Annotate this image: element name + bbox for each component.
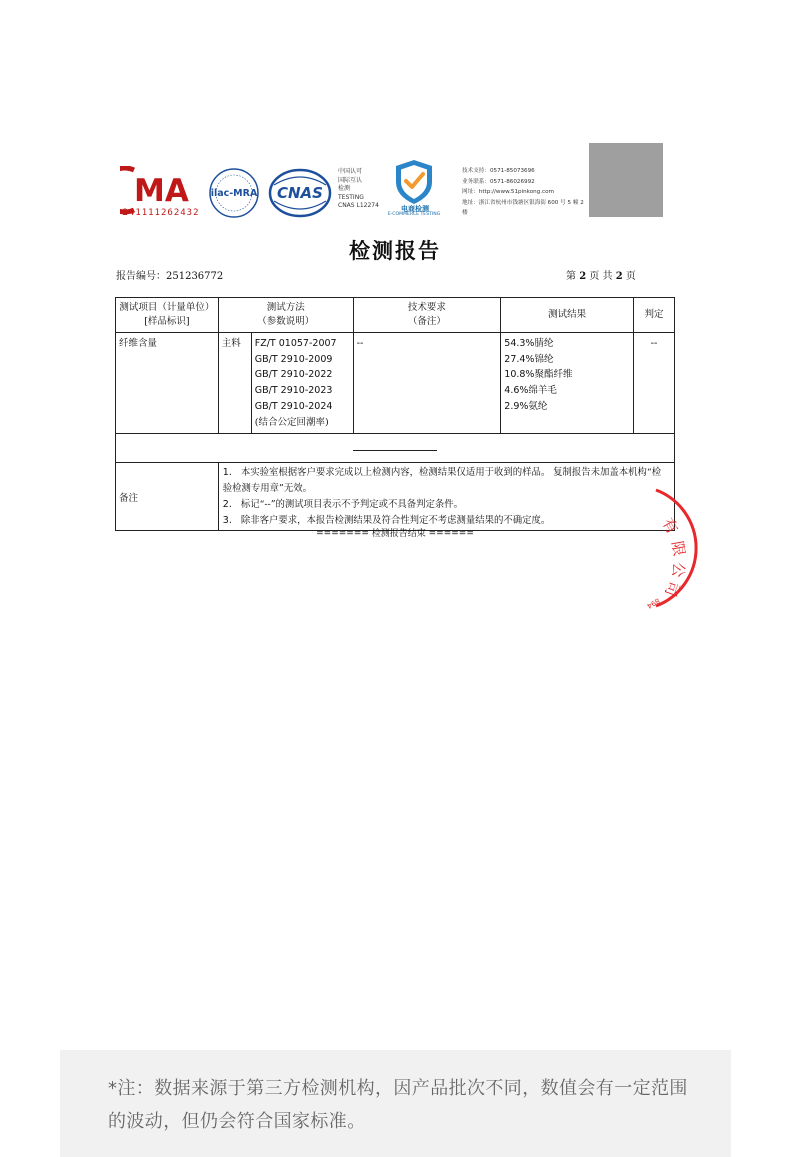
cma-number: 241111262432 [122, 208, 200, 218]
header-test-method: 测试方法 （参数说明） [218, 298, 353, 333]
ilac-mra-logo [208, 167, 260, 219]
header-result: 测试结果 [501, 298, 634, 333]
table-divider-row [116, 434, 675, 463]
ecommerce-testing-shield-icon [392, 158, 436, 206]
cnas-logo [268, 167, 332, 219]
cnas-info [338, 168, 379, 211]
cell-test-item: 纤维含量 [116, 333, 219, 434]
divider-line [353, 450, 437, 451]
table-row [116, 333, 675, 434]
remarks-label: 备注 [116, 463, 219, 531]
cell-requirement: -- [353, 333, 501, 434]
cnas-info-line: 中国认可 [338, 168, 363, 175]
page-indicator: 第 2 页 共 2 页 [566, 271, 636, 282]
svg-text:有: 有 [658, 515, 682, 538]
cell-results: 54.3%腈纶 27.4%锦纶 10.8%聚酯纤维 4.6%绵羊毛 2.9%氨纶 [501, 333, 634, 434]
report-number: 报告编号：251236772 [116, 271, 224, 282]
contact-business: 业务联系：0571-86026992 [462, 178, 535, 185]
remark-item: 3. 除非客户要求，本报告检测结果及符合性判定不考虑测量结果的不确定度。 [222, 514, 551, 526]
remark-item: 2. 标记“--”的测试项目表示不予判定或不具备判定条件。 [222, 498, 464, 510]
footnote-text: *注：数据来源于第三方检测机构，因产品批次不同，数值会有一定范围的波动，但仍会符合国家标准。 [108, 1078, 688, 1132]
ecommerce-label: 电商检测 [401, 205, 429, 213]
table-header-row [116, 298, 675, 333]
contact-address: 地址：浙江省杭州市钱塘区银海街 600 号 5 幢 2 楼 [462, 199, 584, 216]
svg-text:司: 司 [661, 578, 684, 599]
contact-website: 网址：http://www.51pinkong.com [462, 189, 554, 195]
cell-methods: FZ/T 01057-2007 GB/T 2910-2009 GB/T 2910-2022 GB/T 2910-2023 GB/T 2910-2024 (结合公定回潮率) [251, 333, 353, 434]
table-remarks-row [116, 463, 675, 531]
cell-part: 主料 [218, 333, 251, 434]
report-end-marker: ======= 检测报告结束 ====== [316, 529, 474, 539]
header-test-item: 测试项目（计量单位） [样品标识] [116, 298, 219, 333]
results-table [115, 297, 675, 531]
cell-judgement: -- [634, 333, 675, 434]
cnas-text: CNAS [277, 184, 323, 202]
svg-text:MA: MA [134, 173, 189, 209]
svg-text:公: 公 [668, 561, 688, 579]
report-title: 检测报告 [349, 238, 441, 263]
official-stamp-seal [630, 486, 708, 610]
svg-text:限: 限 [668, 539, 689, 558]
cnas-info-line: CNAS L12274 [338, 202, 379, 209]
ilac-text: ilac-MRA [210, 188, 258, 199]
header-judgement: 判定 [634, 298, 675, 333]
contact-tech-support: 技术支持：0571-85073696 [462, 168, 535, 174]
qr-code-image [589, 143, 663, 217]
cnas-info-line: TESTING [338, 193, 364, 201]
cnas-info-line: 国际互认 [338, 176, 363, 184]
remark-item: 1. 本实验室根据客户要求完成以上检测内容，检测结果仅适用于收到的样品。 复制报告未加盖本机构“检验检测专用章”无效。 [222, 467, 662, 495]
header-requirement: 技术要求 （备注） [353, 298, 501, 333]
contact-info [462, 166, 590, 219]
ecommerce-sub-label: E-COMMERCE TESTING [387, 212, 441, 217]
remarks-list [218, 463, 674, 531]
cnas-info-line: 检测 [338, 185, 351, 192]
svg-text:894: 894 [645, 596, 661, 610]
